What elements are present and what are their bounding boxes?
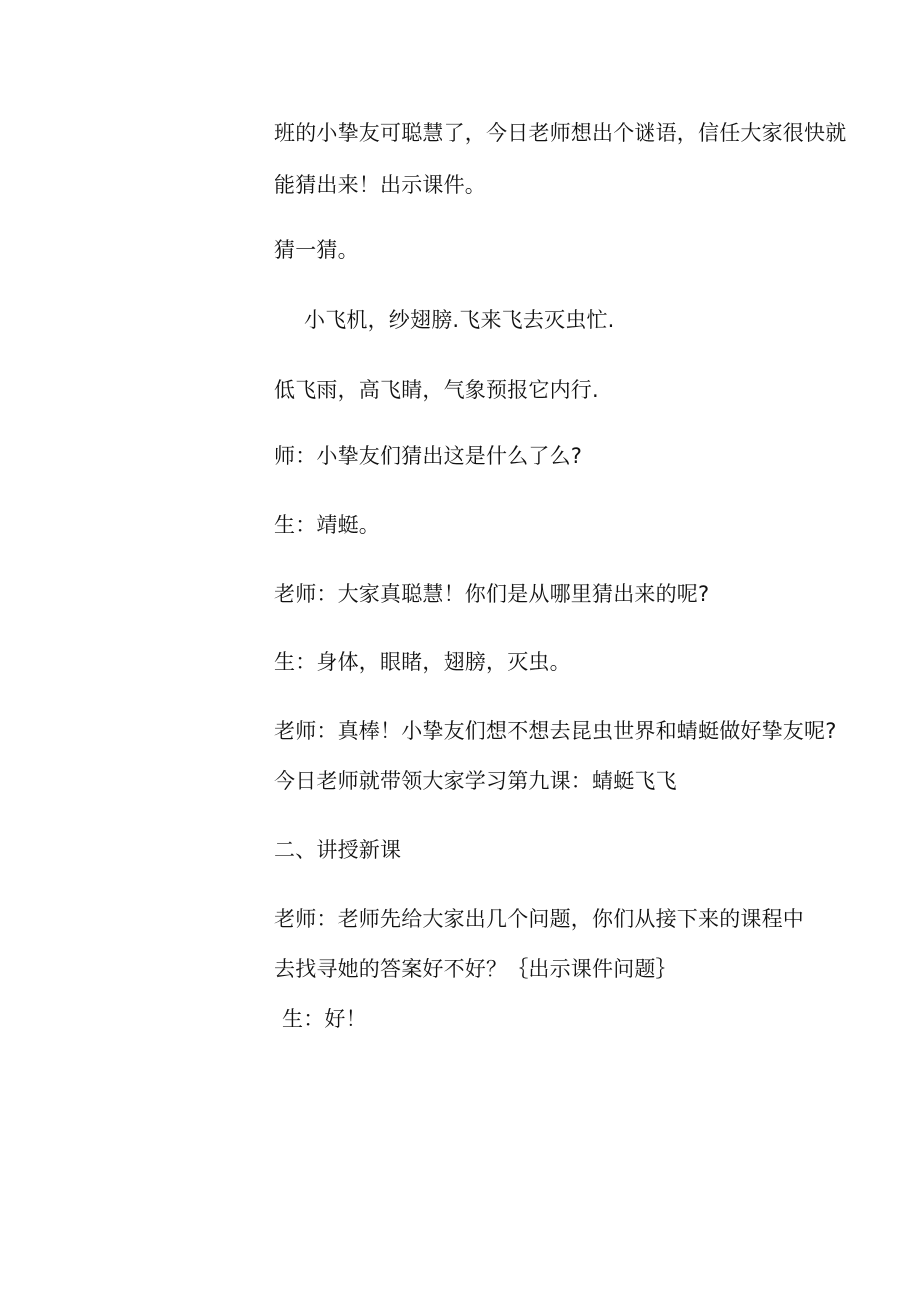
text-line: 能猜出来！出示课件。 [274,173,486,197]
dialogue-line: 老师：老师先给大家出几个问题，你们从接下来的课程中 [274,907,804,931]
section-heading: 二、讲授新课 [274,838,402,862]
dialogue-line: 生：好！ [282,1007,367,1031]
dialogue-line: 今日老师就带领大家学习第九课：蜻蜓飞飞 [274,769,677,793]
dialogue-line: 老师：真棒！小挚友们想不想去昆虫世界和蜻蜓做好挚友呢? [274,719,837,743]
riddle-line: 低飞雨，高飞睛，气象预报它内行. [274,378,599,402]
riddle-line: 小飞机，纱翅膀.飞来飞去灭虫忙. [304,308,615,332]
dialogue-line: 老师：大家真聪慧！你们是从哪里猜出来的呢? [274,582,710,606]
dialogue-line: 去找寻她的答案好不好？｛出示课件问题｝ [274,957,677,981]
text-line: 猜一猜。 [274,238,359,262]
dialogue-line: 生：靖蜓。 [274,513,380,537]
dialogue-line: 师：小挚友们猜出这是什么了么? [274,444,583,468]
text-line: 班的小挚友可聪慧了，今日老师想出个谜语，信任大家很快就 [274,121,847,145]
dialogue-line: 生：身体，眼睹，翅膀，灭虫。 [274,650,571,674]
